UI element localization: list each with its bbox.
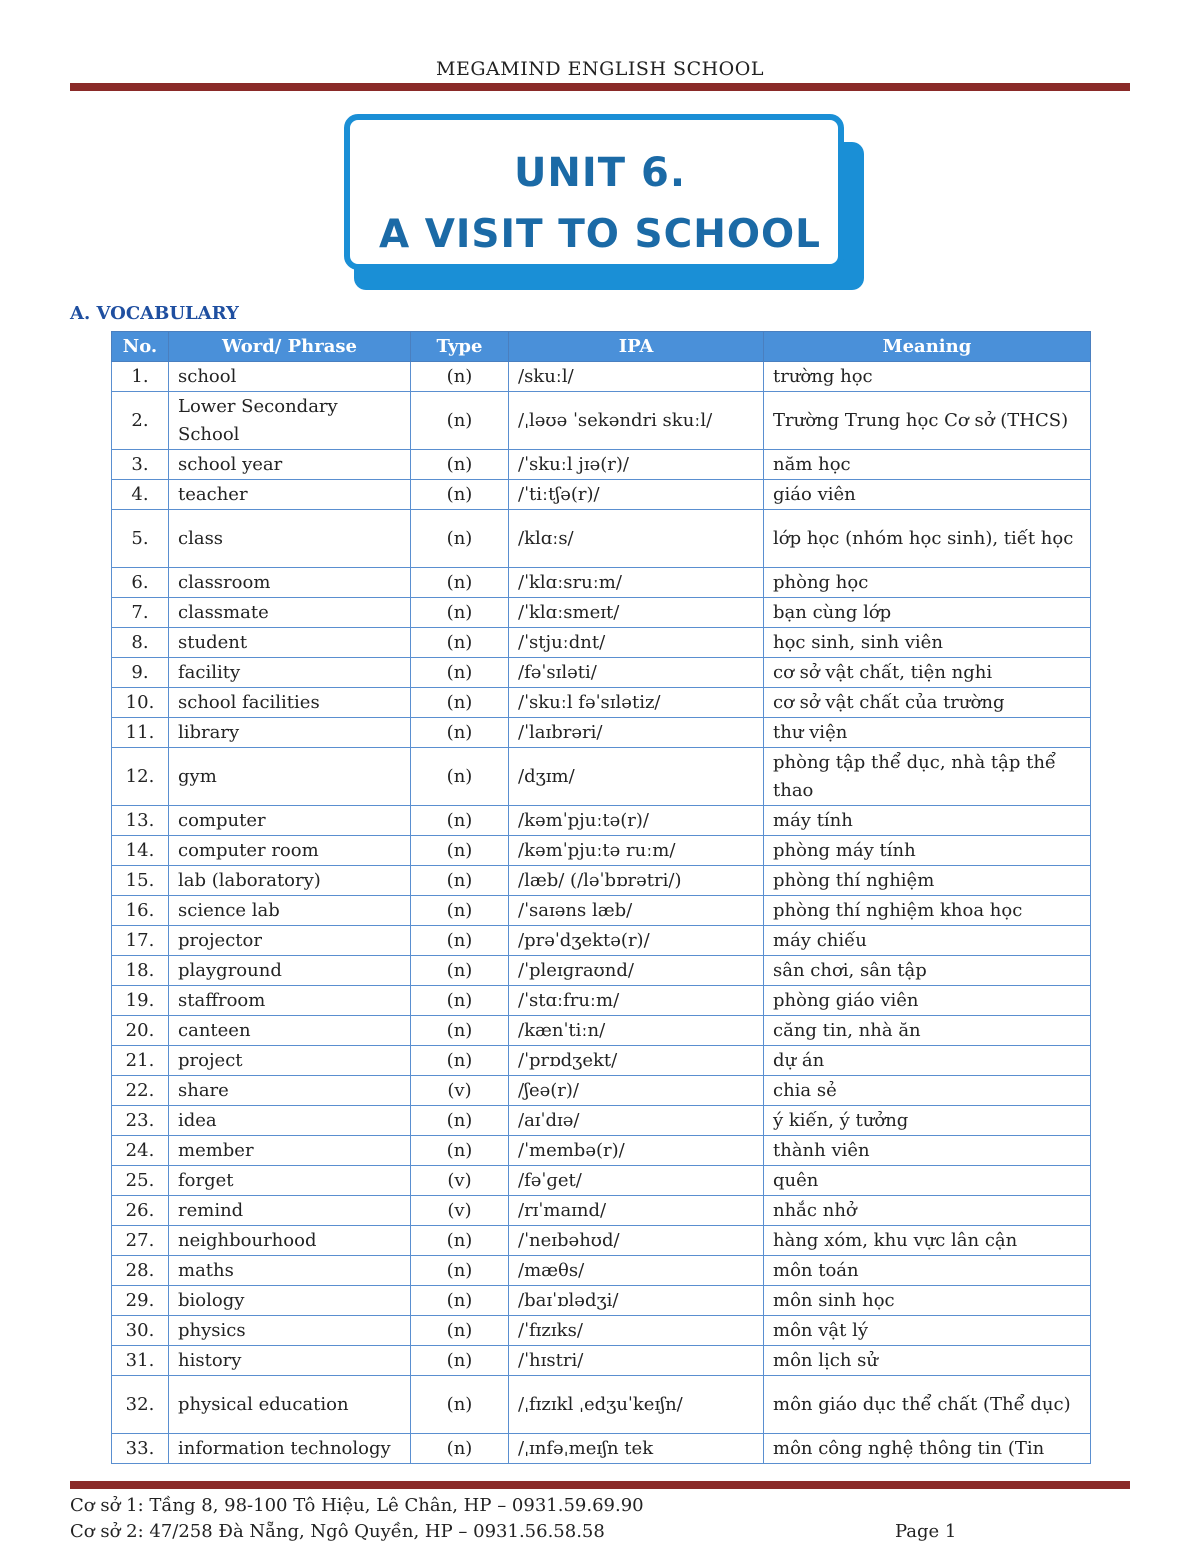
row-number-cell: 19. [112,986,169,1016]
word-type-cell: (n) [411,866,509,896]
ipa-cell: /ˈklɑːsruːm/ [509,568,764,598]
section-heading: A. VOCABULARY [70,303,239,324]
footer-address-1: Cơ sở 1: Tầng 8, 98-100 Tô Hiệu, Lê Chân, HP – 0931.59.69.90 [70,1495,644,1516]
word-phrase-cell: lab (laboratory) [169,866,411,896]
row-number-cell: 25. [112,1166,169,1196]
word-type-cell: (n) [411,896,509,926]
row-number-cell: 2. [112,392,169,450]
row-number-cell: 29. [112,1286,169,1316]
word-phrase-cell: projector [169,926,411,956]
ipa-cell: /ˈklɑːsmeɪt/ [509,598,764,628]
ipa-cell: /klɑːs/ [509,510,764,568]
meaning-cell: phòng giáo viên [764,986,1091,1016]
row-number-cell: 33. [112,1434,169,1464]
ipa-cell: /dʒɪm/ [509,748,764,806]
table-row [112,392,1091,450]
ipa-cell: /aɪˈdɪə/ [509,1106,764,1136]
word-type-cell: (n) [411,1016,509,1046]
meaning-cell: môn toán [764,1256,1091,1286]
meaning-cell: môn sinh học [764,1286,1091,1316]
word-phrase-cell: information technology [169,1434,411,1464]
table-row [112,1166,1091,1196]
row-number-cell: 11. [112,718,169,748]
meaning-cell: máy chiếu [764,926,1091,956]
meaning-cell: môn giáo dục thể chất (Thể dục) [764,1376,1091,1434]
table-row [112,926,1091,956]
word-phrase-cell: maths [169,1256,411,1286]
meaning-cell: lớp học (nhóm học sinh), tiết học [764,510,1091,568]
table-row [112,510,1091,568]
word-type-cell: (n) [411,986,509,1016]
word-phrase-cell: biology [169,1286,411,1316]
vocabulary-table [111,331,1091,1464]
row-number-cell: 6. [112,568,169,598]
ipa-cell: /kəmˈpjuːtə ruːm/ [509,836,764,866]
footer-address-2: Cơ sở 2: 47/258 Đà Nẵng, Ngô Quyền, HP – 0931.56.58.58 [70,1521,605,1542]
ipa-cell: /fəˈsɪləti/ [509,658,764,688]
word-type-cell: (v) [411,1166,509,1196]
footer-rule [70,1481,1130,1489]
row-number-cell: 1. [112,362,169,392]
table-row [112,628,1091,658]
meaning-cell: Trường Trung học Cơ sở (THCS) [764,392,1091,450]
ipa-cell: /ˌləʊə ˈsekəndri skuːl/ [509,392,764,450]
table-row [112,986,1091,1016]
word-type-cell: (n) [411,956,509,986]
meaning-cell: phòng tập thể dục, nhà tập thể thao [764,748,1091,806]
word-type-cell: (n) [411,1286,509,1316]
school-name-header: MEGAMIND ENGLISH SCHOOL [436,58,764,80]
meaning-cell: môn công nghệ thông tin (Tin [764,1434,1091,1464]
word-type-cell: (n) [411,718,509,748]
row-number-cell: 16. [112,896,169,926]
word-type-cell: (n) [411,1316,509,1346]
ipa-cell: /baɪˈɒlədʒi/ [509,1286,764,1316]
ipa-cell: /ˈskuːl fəˈsɪlətiz/ [509,688,764,718]
meaning-cell: môn vật lý [764,1316,1091,1346]
word-phrase-cell: school year [169,450,411,480]
word-type-cell: (n) [411,480,509,510]
table-row [112,480,1091,510]
word-phrase-cell: school [169,362,411,392]
word-type-cell: (n) [411,658,509,688]
meaning-cell: năm học [764,450,1091,480]
word-type-cell: (n) [411,836,509,866]
word-phrase-cell: computer [169,806,411,836]
ipa-cell: /kænˈtiːn/ [509,1016,764,1046]
word-type-cell: (n) [411,1226,509,1256]
word-phrase-cell: gym [169,748,411,806]
ipa-cell: /ˈlaɪbrəri/ [509,718,764,748]
word-phrase-cell: classmate [169,598,411,628]
word-type-cell: (n) [411,1256,509,1286]
page-number: Page 1 [895,1521,957,1542]
ipa-cell: /ˈmembə(r)/ [509,1136,764,1166]
ipa-cell: /læb/ (/ləˈbɒrətri/) [509,866,764,896]
word-phrase-cell: physical education [169,1376,411,1434]
table-row [112,598,1091,628]
ipa-cell: /prəˈdʒektə(r)/ [509,926,764,956]
row-number-cell: 10. [112,688,169,718]
row-number-cell: 17. [112,926,169,956]
row-number-cell: 9. [112,658,169,688]
table-row [112,896,1091,926]
word-type-cell: (n) [411,450,509,480]
row-number-cell: 31. [112,1346,169,1376]
table-row [112,956,1091,986]
meaning-cell: chia sẻ [764,1076,1091,1106]
ipa-cell: /ˈhɪstri/ [509,1346,764,1376]
word-phrase-cell: history [169,1346,411,1376]
ipa-cell: /ˌfɪzɪkl ˌedʒuˈkeɪʃn/ [509,1376,764,1434]
table-row [112,1316,1091,1346]
row-number-cell: 18. [112,956,169,986]
row-number-cell: 32. [112,1376,169,1434]
word-phrase-cell: forget [169,1166,411,1196]
word-type-cell: (n) [411,1346,509,1376]
word-type-cell: (n) [411,748,509,806]
row-number-cell: 5. [112,510,169,568]
meaning-cell: bạn cùng lớp [764,598,1091,628]
table-row [112,718,1091,748]
row-number-cell: 7. [112,598,169,628]
word-type-cell: (v) [411,1076,509,1106]
meaning-cell: dự án [764,1046,1091,1076]
header-rule [70,83,1130,91]
row-number-cell: 20. [112,1016,169,1046]
table-row [112,450,1091,480]
word-phrase-cell: student [169,628,411,658]
table-row [112,568,1091,598]
word-phrase-cell: facility [169,658,411,688]
row-number-cell: 21. [112,1046,169,1076]
ipa-cell: /ˈsaɪəns læb/ [509,896,764,926]
ipa-cell: /ˈskuːl jɪə(r)/ [509,450,764,480]
ipa-cell: /ˈpleɪɡraʊnd/ [509,956,764,986]
word-type-cell: (n) [411,1376,509,1434]
ipa-cell: /ˈfɪzɪks/ [509,1316,764,1346]
ipa-cell: /ˈstjuːdnt/ [509,628,764,658]
word-phrase-cell: library [169,718,411,748]
row-number-cell: 27. [112,1226,169,1256]
ipa-cell: /skuːl/ [509,362,764,392]
table-header-row [112,332,1091,362]
table-row [112,1076,1091,1106]
word-phrase-cell: share [169,1076,411,1106]
table-row [112,1016,1091,1046]
table-row [112,1196,1091,1226]
table-row [112,1256,1091,1286]
word-type-cell: (n) [411,1136,509,1166]
meaning-cell: phòng thí nghiệm khoa học [764,896,1091,926]
row-number-cell: 15. [112,866,169,896]
meaning-cell: ý kiến, ý tưởng [764,1106,1091,1136]
ipa-cell: /ʃeə(r)/ [509,1076,764,1106]
word-type-cell: (n) [411,628,509,658]
word-phrase-cell: class [169,510,411,568]
meaning-cell: phòng học [764,568,1091,598]
row-number-cell: 8. [112,628,169,658]
column-header-ipa: IPA [509,332,764,362]
ipa-cell: /ˈtiːtʃə(r)/ [509,480,764,510]
row-number-cell: 14. [112,836,169,866]
word-type-cell: (n) [411,688,509,718]
row-number-cell: 3. [112,450,169,480]
meaning-cell: môn lịch sử [764,1346,1091,1376]
meaning-cell: căng tin, nhà ăn [764,1016,1091,1046]
table-row [112,1346,1091,1376]
table-row [112,748,1091,806]
word-phrase-cell: member [169,1136,411,1166]
word-type-cell: (n) [411,806,509,836]
meaning-cell: phòng máy tính [764,836,1091,866]
row-number-cell: 13. [112,806,169,836]
row-number-cell: 4. [112,480,169,510]
row-number-cell: 23. [112,1106,169,1136]
meaning-cell: thành viên [764,1136,1091,1166]
table-row [112,1046,1091,1076]
word-phrase-cell: playground [169,956,411,986]
word-phrase-cell: neighbourhood [169,1226,411,1256]
word-phrase-cell: school facilities [169,688,411,718]
ipa-cell: /rɪˈmaɪnd/ [509,1196,764,1226]
word-type-cell: (n) [411,1046,509,1076]
meaning-cell: hàng xóm, khu vực lân cận [764,1226,1091,1256]
table-row [112,1226,1091,1256]
table-row [112,688,1091,718]
word-phrase-cell: teacher [169,480,411,510]
meaning-cell: máy tính [764,806,1091,836]
meaning-cell: cơ sở vật chất của trường [764,688,1091,718]
meaning-cell: sân chơi, sân tập [764,956,1091,986]
ipa-cell: /ˈstɑːfruːm/ [509,986,764,1016]
word-type-cell: (n) [411,1106,509,1136]
word-phrase-cell: project [169,1046,411,1076]
word-type-cell: (n) [411,392,509,450]
row-number-cell: 28. [112,1256,169,1286]
meaning-cell: thư viện [764,718,1091,748]
table-row [112,1434,1091,1464]
unit-title: A VISIT TO SCHOOL [378,212,822,257]
unit-banner [340,108,868,294]
word-phrase-cell: idea [169,1106,411,1136]
table-row [112,866,1091,896]
row-number-cell: 30. [112,1316,169,1346]
word-phrase-cell: computer room [169,836,411,866]
word-phrase-cell: Lower Secondary School [169,392,411,450]
banner-box [344,114,844,270]
table-row [112,806,1091,836]
table-row [112,1136,1091,1166]
meaning-cell: học sinh, sinh viên [764,628,1091,658]
word-type-cell: (n) [411,510,509,568]
meaning-cell: trường học [764,362,1091,392]
unit-number: UNIT 6. [513,150,687,196]
word-type-cell: (n) [411,926,509,956]
meaning-cell: giáo viên [764,480,1091,510]
table-row [112,1376,1091,1434]
word-phrase-cell: science lab [169,896,411,926]
column-header-meaning: Meaning [764,332,1091,362]
word-type-cell: (n) [411,598,509,628]
row-number-cell: 24. [112,1136,169,1166]
row-number-cell: 22. [112,1076,169,1106]
word-type-cell: (n) [411,362,509,392]
meaning-cell: nhắc nhở [764,1196,1091,1226]
table-row [112,1286,1091,1316]
word-phrase-cell: canteen [169,1016,411,1046]
table-row [112,362,1091,392]
meaning-cell: cơ sở vật chất, tiện nghi [764,658,1091,688]
row-number-cell: 26. [112,1196,169,1226]
column-header-word: Word/ Phrase [169,332,411,362]
ipa-cell: /ˈprɒdʒekt/ [509,1046,764,1076]
word-type-cell: (n) [411,568,509,598]
word-phrase-cell: physics [169,1316,411,1346]
meaning-cell: phòng thí nghiệm [764,866,1091,896]
column-header-type: Type [411,332,509,362]
ipa-cell: /fəˈɡet/ [509,1166,764,1196]
meaning-cell: quên [764,1166,1091,1196]
row-number-cell: 12. [112,748,169,806]
word-type-cell: (v) [411,1196,509,1226]
ipa-cell: /mæθs/ [509,1256,764,1286]
ipa-cell: /ˈneɪbəhʊd/ [509,1226,764,1256]
word-type-cell: (n) [411,1434,509,1464]
column-header-no: No. [112,332,169,362]
table-row [112,658,1091,688]
table-row [112,1106,1091,1136]
table-row [112,836,1091,866]
word-phrase-cell: remind [169,1196,411,1226]
word-phrase-cell: classroom [169,568,411,598]
word-phrase-cell: staffroom [169,986,411,1016]
ipa-cell: /kəmˈpjuːtə(r)/ [509,806,764,836]
ipa-cell: /ˌɪnfəˌmeɪʃn tek [509,1434,764,1464]
